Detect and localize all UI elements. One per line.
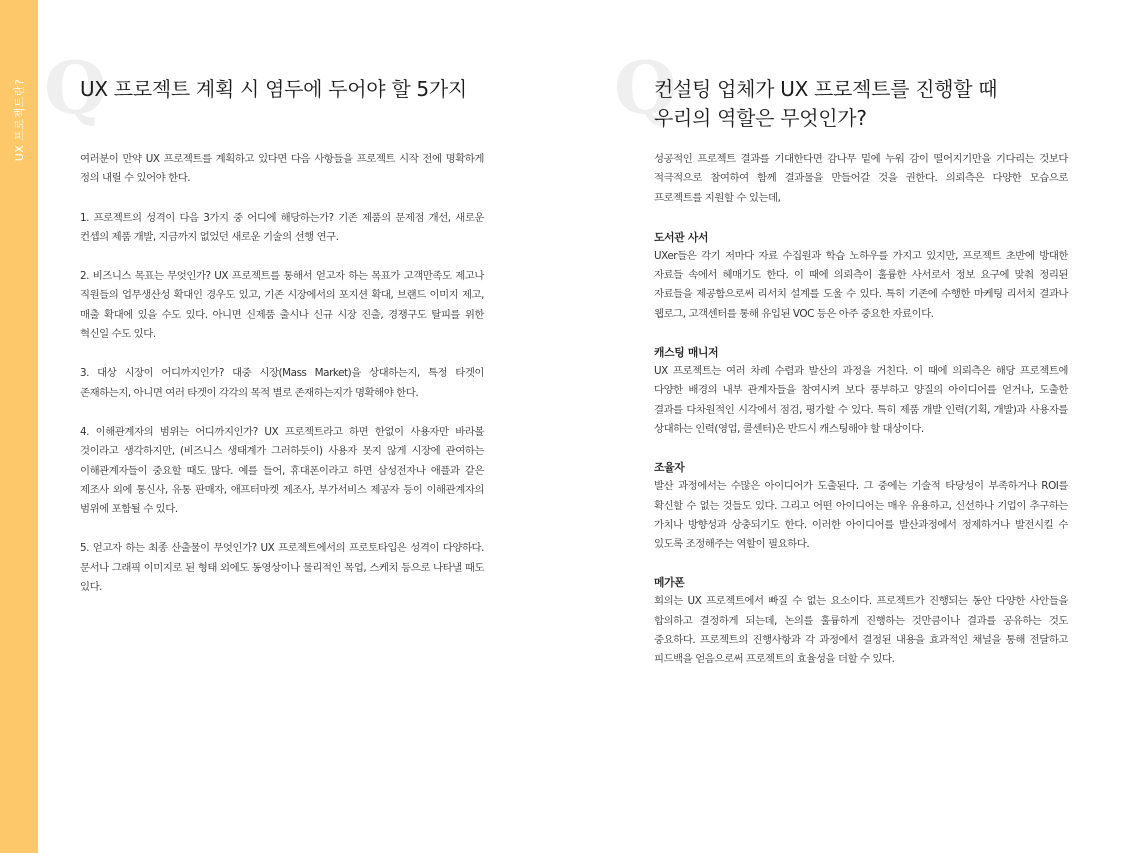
section-heading: 조율자 <box>654 461 685 475</box>
list-item: 3. 대상 시장이 어디까지인가? 대중 시장(Mass Market)을 상대하는지, 특정 타겟이 존재하는지, 아니면 여러 타겟이 각각의 목적 별로 존재하는지가 명확해야 한다. <box>80 367 484 399</box>
side-strip <box>0 0 38 853</box>
section-heading: 캐스팅 매니저 <box>654 346 719 360</box>
left-page <box>44 0 484 594</box>
section-heading: 메가폰 <box>654 576 685 590</box>
page-title <box>654 75 1068 133</box>
right-page <box>614 0 1068 666</box>
title-line-1: 컨설팅 업체가 UX 프로젝트를 진행할 때 <box>654 77 998 101</box>
list-item: 1. 프로젝트의 성격이 다음 3가지 중 어디에 해당하는가? 기존 제품의 문제점 개선, 새로운 컨셉의 제품 개발, 지금까지 없었던 새로운 기술의 선행 연구. <box>80 211 484 243</box>
body-text <box>80 150 484 617</box>
intro-paragraph: 성공적인 프로젝트 결과를 기대한다면 감나무 밑에 누워 감이 떨어지기만을 기다리는 것보다 적극적으로 참여하여 함께 결과물을 만들어갈 것을 권한다. 의뢰측은 다양한 모습으로 프로젝트를 지원할 수 있는데, <box>654 153 1068 204</box>
role-section <box>654 228 1068 324</box>
list-item: 4. 이해관계자의 범위는 어디까지인가? UX 프로젝트라고 하면 한없이 사용자만 바라볼 것이라고 생각하지만, (비즈니스 생태계가 그러하듯이) 사용자 못지 않게 시장에 관여하는 이해관계자들이 중요할 때도 많다. 예를 들어, 휴대폰이라고 하면 삼성전자나 애플과 같은 제조사 외에 통신사, 유통 판매자, 애프터마켓 제조사, 부가서비스 제공자 등이 이해관계자의 범위에 포함될 수 있다. <box>80 425 484 516</box>
list-item: 2. 비즈니스 목표는 무엇인가? UX 프로젝트를 통해서 얻고자 하는 목표가 고객만족도 제고나 직원들의 업무생산성 확대인 경우도 있고, 기존 시장에서의 포지션 확대, 브랜드 이미지 제고, 매출 확대에 있을 수도 있다. 아니면 신제품 출시나 신규 시장 진출, 경쟁구도 탈피를 위한 혁신일 수도 있다. <box>80 270 484 341</box>
q-mark-watermark: Q <box>614 45 677 130</box>
chapter-label: UX 프로젝트란? <box>13 78 26 162</box>
role-section <box>654 573 1068 669</box>
page-title: UX 프로젝트 계획 시 염두에 두어야 할 5가지 <box>80 77 467 101</box>
intro-paragraph: 여러분이 만약 UX 프로젝트를 계획하고 있다면 다음 사항들을 프로젝트 시작 전에 명확하게 정의 내릴 수 있어야 한다. <box>80 153 484 185</box>
list-item: 5. 얻고자 하는 최종 산출물이 무엇인가? UX 프로젝트에서의 프로토타입은 성격이 다양하다. 문서나 그래픽 이미지로 된 형태 외에도 동영상이나 물리적인 목업, 스케치 등으로 나타낼 때도 있다. <box>80 542 484 594</box>
section-text: 회의는 UX 프로젝트에서 빠질 수 없는 요소이다. 프로젝트가 진행되는 동안 다양한 사안들을 합의하고 결정하게 되는데, 논의를 훌륭하게 진행하는 것만큼이나 결과를 공유하는 것도 중요하다. 프로젝트의 진행사항과 각 과정에서 결정된 내용을 효과적인 채널을 통해 전달하고 피드백을 얻음으로써 프로젝트의 효율성을 더할 수 있다. <box>654 595 1068 666</box>
q-mark-watermark: Q <box>44 45 107 130</box>
section-text: 발산 과정에서는 수많은 아이디어가 도출된다. 그 중에는 기술적 타당성이 부족하거나 ROI를 확신할 수 없는 것들도 있다. 그리고 어떤 아이디어는 매우 유용하고, 신선하나 기업이 추구하는 가치나 방향성과 상충되기도 한다. 이러한 아이디어를 발산과정에서 정제하거나 발전시킬 수 있도록 조정해주는 역할이 필요하다. <box>654 480 1068 551</box>
section-heading: 도서관 사서 <box>654 230 709 244</box>
body-text <box>654 150 1068 689</box>
role-section <box>654 343 1068 439</box>
section-text: UXer들은 각기 저마다 자료 수집원과 학습 노하우를 가지고 있지만, 프로젝트 초반에 방대한 자료들 속에서 헤매기도 한다. 이 때에 의뢰측이 훌륭한 사서로서 정보 요구에 맞춰 정리된 자료들을 제공함으로써 리서치 설계를 도울 수 있다. 특히 기존에 수행한 마케팅 리서치 결과나 웹로그, 고객센터를 통해 유입된 VOC 등은 아주 중요한 자료이다. <box>654 249 1068 320</box>
section-text: UX 프로젝트는 여러 차례 수렴과 발산의 과정을 거친다. 이 때에 의뢰측은 해당 프로젝트에 다양한 배경의 내부 관계자들을 참여시켜 보다 풍부하고 양질의 아이디어를 얻거나, 도출한 결과를 다차원적인 시각에서 점검, 평가할 수 있다. 특히 제품 개발 인력(기획, 개발)과 사용자를 상대하는 인력(영업, 콜센터)은 반드시 캐스팅해야 할 대상이다. <box>654 365 1068 435</box>
role-section <box>654 458 1068 554</box>
title-line-2: 우리의 역할은 무엇인가? <box>654 106 867 130</box>
